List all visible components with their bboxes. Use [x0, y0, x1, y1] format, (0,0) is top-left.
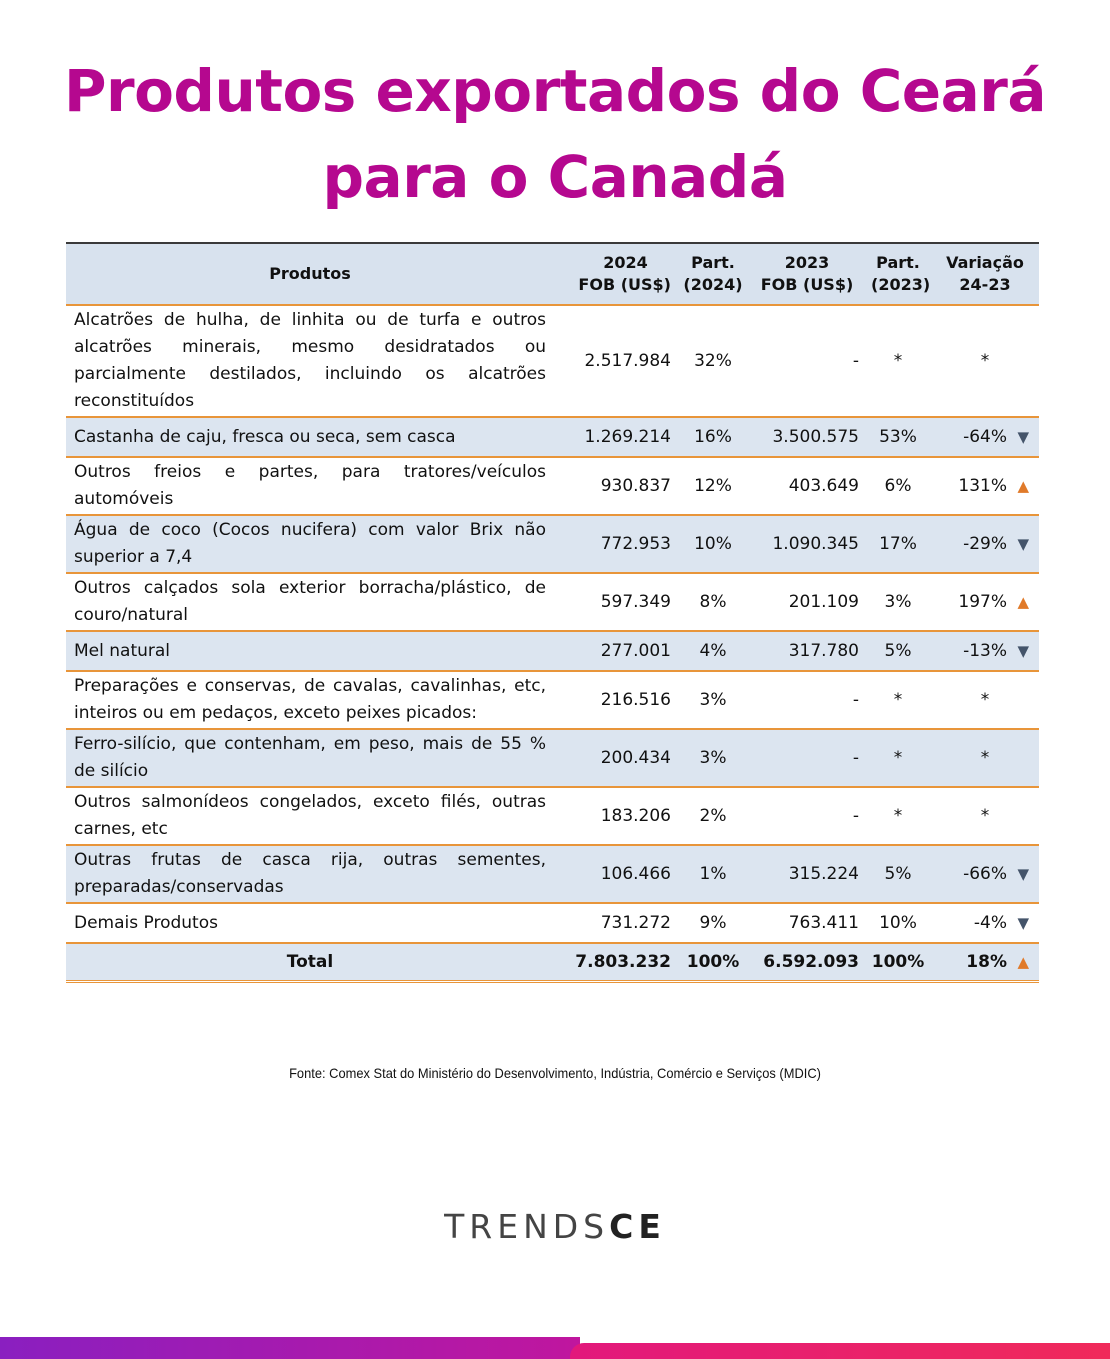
- header-produtos: Produtos: [66, 243, 554, 305]
- header-fob-2024-year: 2024: [603, 253, 648, 272]
- cell-part-2023: *: [893, 690, 903, 710]
- cell-part-2024: 32%: [694, 351, 732, 371]
- header-fob-2024: [554, 243, 677, 305]
- down-arrow-icon: ▼: [1017, 535, 1029, 553]
- cell-fob-2024: 597.349: [600, 592, 671, 612]
- header-variacao: [931, 243, 1039, 305]
- cell-part-2023: 3%: [884, 592, 912, 612]
- cell-fob-2024: 183.206: [600, 806, 671, 826]
- bottom-bar-right: [570, 1343, 1110, 1359]
- cell-produto: Outros salmonídeos congelados, exceto filés, outras carnes, etc: [74, 792, 546, 839]
- table-row: [66, 903, 1039, 943]
- header-variacao-label: Variação: [946, 253, 1024, 272]
- title-line-2: para o Canadá: [322, 143, 788, 211]
- exports-table: [66, 242, 1039, 983]
- header-fob-2024-unit: FOB (US$): [578, 275, 671, 294]
- header-part-2024: [677, 243, 749, 305]
- total-fob-2024: 7.803.232: [554, 943, 677, 981]
- cell-part-2024: 3%: [677, 729, 749, 787]
- cell-fob-2023: 317.780: [749, 631, 865, 671]
- cell-variacao: [931, 845, 1039, 903]
- cell-produto: Castanha de caju, fresca ou seca, sem casca: [66, 417, 554, 457]
- cell-fob-2024: 277.001: [554, 631, 677, 671]
- cell-variacao: [931, 305, 1039, 417]
- cell-part-2023: 53%: [865, 417, 931, 457]
- cell-fob-2023: -: [749, 729, 865, 787]
- header-part-2023-label: Part.: [876, 253, 920, 272]
- cell-variacao: [931, 729, 1039, 787]
- variacao-value: -64%: [963, 427, 1007, 447]
- header-fob-2023-unit: FOB (US$): [760, 275, 854, 294]
- table-total-row: [66, 943, 1039, 981]
- table-header-row: [66, 243, 1039, 305]
- cell-part-2023: 17%: [865, 515, 931, 573]
- cell-part-2024: 8%: [699, 592, 727, 612]
- cell-produto: Demais Produtos: [74, 912, 218, 933]
- cell-produto: Preparações e conservas, de cavalas, cavalinhas, etc, inteiros ou em pedaços, exceto peixes picados:: [74, 676, 546, 723]
- header-variacao-period: 24-23: [959, 275, 1011, 294]
- cell-fob-2023: 403.649: [788, 476, 859, 496]
- down-arrow-icon: ▼: [1017, 642, 1029, 660]
- cell-fob-2024: 772.953: [554, 515, 677, 573]
- up-arrow-icon: ▲: [1017, 593, 1029, 611]
- logo-text-trends: TRENDS: [444, 1207, 610, 1246]
- table-body: [66, 305, 1039, 981]
- cell-variacao: [931, 903, 1039, 943]
- cell-fob-2024: 216.516: [600, 690, 671, 710]
- table-row: [66, 417, 1039, 457]
- up-arrow-icon: ▲: [1017, 477, 1029, 495]
- cell-fob-2023: -: [852, 351, 859, 371]
- logo-text-ce: CE: [609, 1207, 666, 1246]
- bottom-gradient-bar: [0, 1337, 1110, 1359]
- variacao-value: *: [980, 351, 990, 371]
- cell-produto: Ferro-silício, que contenham, em peso, mais de 55 % de silício: [66, 729, 554, 787]
- cell-produto: Mel natural: [66, 631, 554, 671]
- cell-fob-2023: 315.224: [749, 845, 865, 903]
- cell-variacao: [931, 417, 1039, 457]
- cell-variacao: [931, 515, 1039, 573]
- variacao-value: -4%: [973, 913, 1007, 933]
- header-part-2023-year: (2023): [871, 275, 931, 294]
- header-part-2023: [865, 243, 931, 305]
- total-variacao: [931, 943, 1039, 981]
- page-title: [0, 48, 1110, 220]
- cell-part-2023: 5%: [865, 845, 931, 903]
- header-part-2024-year: (2024): [683, 275, 743, 294]
- trendsce-logo: [0, 1207, 1110, 1246]
- cell-produto: Outros calçados sola exterior borracha/plástico, de couro/natural: [74, 578, 546, 625]
- cell-variacao: [931, 671, 1039, 729]
- cell-part-2023: *: [893, 351, 903, 371]
- table-row: [66, 573, 1039, 631]
- cell-produto: Outros freios e partes, para tratores/veículos automóveis: [74, 462, 546, 509]
- cell-fob-2024: 1.269.214: [554, 417, 677, 457]
- total-part-2024: 100%: [677, 943, 749, 981]
- cell-part-2023: 5%: [865, 631, 931, 671]
- cell-fob-2024: 106.466: [554, 845, 677, 903]
- variacao-value: -66%: [963, 864, 1007, 884]
- cell-part-2024: 2%: [699, 806, 727, 826]
- table-row: [66, 787, 1039, 845]
- cell-fob-2023: -: [852, 806, 859, 826]
- table-row: [66, 305, 1039, 417]
- header-part-2024-label: Part.: [691, 253, 735, 272]
- cell-variacao: [931, 787, 1039, 845]
- cell-fob-2024: 930.837: [600, 476, 671, 496]
- table-row: [66, 457, 1039, 515]
- cell-fob-2023: 201.109: [788, 592, 859, 612]
- total-label: Total: [66, 943, 554, 981]
- variacao-value: 131%: [958, 476, 1007, 496]
- cell-variacao: [931, 573, 1039, 631]
- cell-part-2023: *: [865, 729, 931, 787]
- header-fob-2023-year: 2023: [784, 253, 830, 272]
- cell-part-2024: 10%: [677, 515, 749, 573]
- variacao-value: *: [980, 690, 990, 710]
- cell-part-2024: 3%: [699, 690, 727, 710]
- cell-variacao: [931, 631, 1039, 671]
- cell-part-2024: 4%: [677, 631, 749, 671]
- cell-fob-2024: 731.272: [600, 913, 671, 933]
- table-row: [66, 729, 1039, 787]
- total-part-2023: 100%: [865, 943, 931, 981]
- cell-fob-2023: 3.500.575: [749, 417, 865, 457]
- cell-variacao: [931, 457, 1039, 515]
- down-arrow-icon: ▼: [1017, 428, 1029, 446]
- table-row: [66, 631, 1039, 671]
- cell-fob-2024: 200.434: [554, 729, 677, 787]
- title-line-1: Produtos exportados do Ceará: [63, 57, 1047, 125]
- table-row: [66, 845, 1039, 903]
- cell-fob-2023: 763.411: [788, 913, 859, 933]
- cell-fob-2024: 2.517.984: [584, 351, 671, 371]
- table-row: [66, 515, 1039, 573]
- cell-part-2023: 6%: [884, 476, 912, 496]
- down-arrow-icon: ▼: [1017, 865, 1029, 883]
- variacao-value: -13%: [963, 641, 1007, 661]
- variacao-value: *: [980, 748, 990, 768]
- down-arrow-icon: ▼: [1017, 914, 1029, 932]
- total-fob-2023: 6.592.093: [749, 943, 865, 981]
- variacao-value: *: [980, 806, 990, 826]
- cell-part-2024: 16%: [677, 417, 749, 457]
- cell-part-2024: 1%: [677, 845, 749, 903]
- source-note: Fonte: Comex Stat do Ministério do Desenvolvimento, Indústria, Comércio e Serviços (MDIC): [289, 1065, 821, 1081]
- cell-part-2024: 12%: [694, 476, 732, 496]
- up-arrow-icon: ▲: [1017, 952, 1029, 971]
- cell-fob-2023: -: [852, 690, 859, 710]
- total-variacao-value: 18%: [966, 951, 1007, 972]
- exports-table-wrapper: [66, 242, 1039, 983]
- cell-part-2024: 9%: [699, 913, 727, 933]
- cell-produto: Água de coco (Cocos nucifera) com valor Brix não superior a 7,4: [66, 515, 554, 573]
- cell-part-2023: *: [893, 806, 903, 826]
- cell-produto: Alcatrões de hulha, de linhita ou de turfa e outros alcatrões minerais, mesmo desidratados ou parcialmente destilados, incluindo os alcatrões reconstituídos: [74, 310, 546, 411]
- cell-fob-2023: 1.090.345: [749, 515, 865, 573]
- header-fob-2023: [749, 243, 865, 305]
- variacao-value: 197%: [958, 592, 1007, 612]
- cell-part-2023: 10%: [879, 913, 917, 933]
- cell-produto: Outras frutas de casca rija, outras sementes, preparadas/conservadas: [66, 845, 554, 903]
- table-row: [66, 671, 1039, 729]
- variacao-value: -29%: [963, 534, 1007, 554]
- bottom-bar-left: [0, 1337, 580, 1359]
